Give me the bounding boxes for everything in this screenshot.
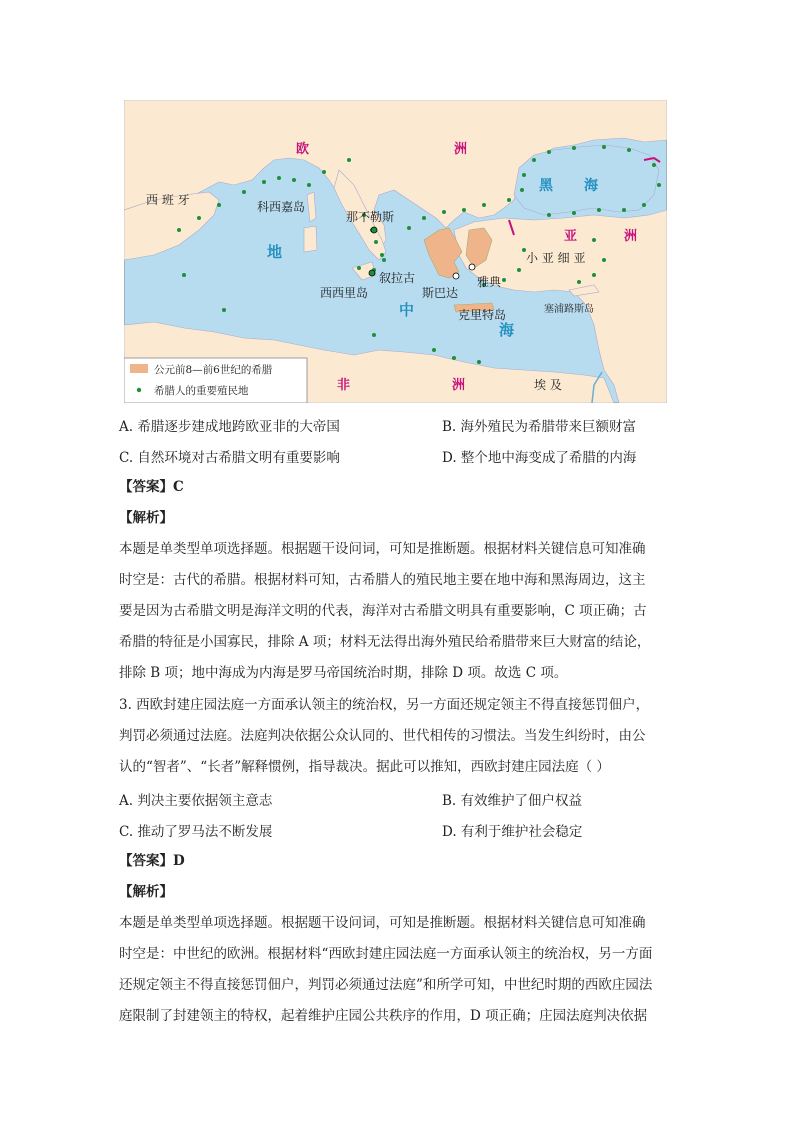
q3-option-c: C. 推动了罗马法不断发展 (119, 824, 273, 840)
label-europe: 欧 (296, 142, 310, 157)
q2-analysis-line: 本题是单类型单项选择题。根据题干设问词，可知是推断题。根据材料关键信息可知准确 (119, 541, 646, 557)
label-hai: 海 (499, 321, 515, 339)
label-cyprus: 塞浦路斯岛 (544, 304, 594, 315)
label-spain: 西 班 牙 (146, 193, 190, 207)
q2-analysis-line: 排除 B 项；地中海成为内海是罗马帝国统治时期，排除 D 项。故选 C 项。 (119, 665, 568, 681)
legend-colony-text: 希腊人的重要殖民地 (154, 385, 249, 397)
label-di: 地 (267, 243, 283, 261)
q3-option-b: B. 有效维护了佃户权益 (442, 793, 583, 809)
legend-greece-text: 公元前8—前6世纪的希腊 (154, 364, 273, 376)
syracuse-marker (369, 270, 375, 276)
q2-option-b: B. 海外殖民为希腊带来巨额财富 (442, 419, 637, 435)
q2-analysis-line: 希腊的特征是小国寡民，排除 A 项；材料无法得出海外殖民给希腊带来巨大财富的结论， (119, 634, 651, 650)
q3-stem-line: 判罚必须通过法庭。法庭判决依据公众认同的、世代相传的习惯法。当发生纠纷时，由公 (119, 728, 646, 744)
athens-marker (469, 264, 475, 270)
label-asia2: 洲 (624, 229, 638, 244)
q3-option-a: A. 判决主要依据领主意志 (119, 793, 273, 809)
q3-options-row-1 (119, 789, 679, 811)
label-sparta: 斯巴达 (422, 286, 459, 300)
q2-option-a: A. 希腊逐步建成地跨欧亚非的大帝国 (119, 419, 340, 435)
q2-answer: 【答案】C (119, 479, 184, 495)
q2-analysis-title: 【解析】 (119, 510, 173, 526)
map-legend (124, 358, 307, 403)
q3-stem-line: 认的“智者”、“长者”解释惯例，指导裁决。据此可以推知，西欧封建庄园法庭（ ） (119, 759, 610, 775)
label-athens: 雅典 (477, 275, 502, 289)
label-zhong: 中 (399, 301, 415, 319)
label-asia1: 亚 (564, 229, 578, 244)
q2-option-d: D. 整个地中海变成了希腊的内海 (442, 450, 637, 466)
label-black-sea2: 海 (584, 178, 598, 194)
q3-stem-line: 3. 西欧封建庄园法庭一方面承认领主的统治权，另一方面还规定领主不得直接惩罚佃户， (119, 697, 650, 713)
sparta-marker (453, 273, 459, 279)
q3-analysis-line: 时空是：中世纪的欧洲。根据材料“西欧封建庄园法庭一方面承认领主的统治权，另一方面 (119, 946, 653, 962)
label-syracuse: 叙拉古 (379, 271, 416, 285)
legend-greece-swatch (130, 364, 148, 373)
label-asia-minor: 小 亚 细 亚 (526, 251, 586, 265)
label-crete: 克里特岛 (458, 308, 507, 322)
label-europe2: 洲 (454, 142, 468, 157)
q3-analysis-line: 还规定领主不得直接惩罚佃户，判罚必须通过法庭”和所学可知，中世纪时期的西欧庄园法 (119, 977, 653, 993)
q3-option-d: D. 有利于维护社会稳定 (442, 824, 583, 840)
legend-colony-dot (137, 388, 141, 392)
q2-analysis-line: 要是因为古希腊文明是海洋文明的代表，海洋对古希腊文明具有重要影响，C 项正确；古 (119, 603, 647, 619)
label-africa2: 洲 (452, 378, 466, 393)
q2-options-row-2 (119, 446, 679, 468)
q3-analysis-line: 庭限制了封建领主的特权，起着维护庄园公共秩序的作用，D 项正确；庄园法庭判决依据 (119, 1008, 648, 1024)
mediterranean-colonies-map (124, 100, 667, 403)
label-black-sea1: 黑 (539, 178, 553, 194)
q3-options-row-2 (119, 820, 679, 842)
label-sicily: 西西里岛 (320, 286, 369, 300)
q3-analysis-title: 【解析】 (119, 884, 173, 900)
q3-analysis-line: 本题是单类型单项选择题。根据题干设问词，可知是推断题。根据材料关键信息可知准确 (119, 915, 646, 931)
q2-option-c: C. 自然环境对古希腊文明有重要影响 (119, 450, 340, 466)
label-egypt: 埃 及 (534, 378, 562, 392)
label-corsica: 科西嘉岛 (257, 200, 306, 214)
q2-options-row-1 (119, 415, 679, 437)
q2-analysis-line: 时空是：古代的希腊。根据材料可知，古希腊人的殖民地主要在地中海和黑海周边，这主 (119, 572, 646, 588)
label-naples: 那不勒斯 (346, 210, 395, 224)
naples-marker (371, 227, 377, 233)
label-africa1: 非 (337, 378, 351, 393)
q3-answer: 【答案】D (119, 853, 185, 869)
sardinia-island (304, 226, 317, 252)
